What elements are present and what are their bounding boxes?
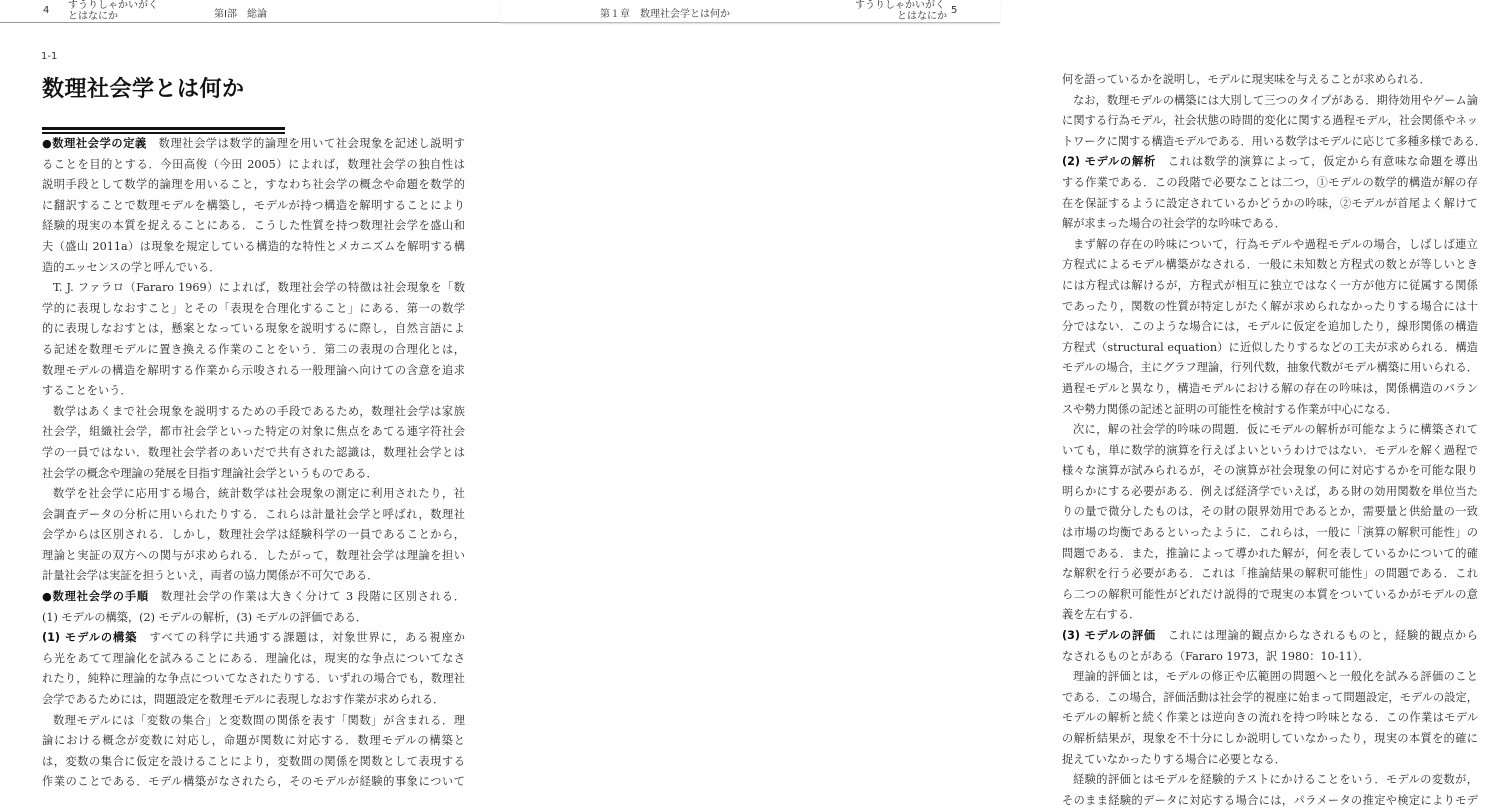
line-text: いても，単に数学的演算を行えばよいというわけではない．モデルを解く過程で [1062,443,1478,457]
right-running-header [500,0,1000,23]
text-line [1062,338,1478,359]
text-line [1062,276,1478,297]
text-line [42,278,465,299]
line-text: 数理モデルには「変数の集合」と変数間の関係を表す「関数」が含まれる．理 [53,713,465,727]
text-line [1062,297,1478,318]
heading-line [42,587,465,608]
line-text: 分ではない．このような場合には，モデルに仮定を追加したり，線形関係の構造 [1062,320,1478,334]
text-line [1062,791,1478,811]
line-text: ら光をあてて理論化を試みることにある．理論化は，現実的な争点についてなさ [42,651,465,665]
text-line [42,299,465,320]
section-number: 1-1 [41,51,58,62]
text-line [1062,358,1478,379]
text-line [1062,564,1478,585]
right-kana-title [855,0,947,22]
line-text: これには理論的観点からなされるものと，経験的観点から [1155,629,1478,643]
text-line [42,690,465,711]
line-text: そのまま経験的データに対応する場合には，パラメータの推定や検定によりモデ [1062,793,1478,807]
kana-line-1: すうりしゃかいがく [68,0,158,11]
line-text: 会学であるためには，問題設定を数理モデルに表現しなおす作業が求められる． [42,693,445,707]
line-text: 方程式（structural equation）に近似したりするなどの工夫が求められる．構造 [1062,340,1478,354]
line-text: 会学からは区別される．しかし，数理社会学は経験科学の一員であることから， [42,528,465,542]
text-line [42,319,465,340]
text-line [42,258,465,279]
inline-heading: (3) モデルの評価 [1062,629,1156,643]
text-line [1062,770,1478,791]
inline-heading: (2) モデルの解析 [1062,155,1156,169]
text-line [1062,420,1478,441]
text-line [42,669,465,690]
text-line [1062,214,1478,235]
line-text: 社会学，組織社会学，都市社会学といった特定の対象に焦点をあてる連字符社会 [42,425,465,439]
text-line [1062,379,1478,400]
line-text: 過程モデルと異なり，構造モデルにおける解の存在の吟味は，関係構造のバラン [1062,381,1478,395]
text-line [42,484,465,505]
line-text: これは数学的演算によって，仮定から有意味な命題を導出 [1155,155,1478,169]
page-title: 数理社会学とは何か [42,77,245,102]
text-line [42,155,465,176]
kana-line-2: とはなにか [68,11,118,22]
line-text: する作業である．この段階で必要なことは二つ，①モデルの数学的構造が解の存 [1062,175,1478,189]
line-text: に関する行為モデル，社会状態の時間的変化に関する過程モデル，社会関係やネッ [1062,114,1478,128]
text-line [1062,647,1478,668]
text-line [1062,605,1478,626]
line-text: 計量社会学は実証を担うといえ，両者の協力関係が不可欠である． [42,569,379,583]
line-text: 的に表現しなおすとは，懸案となっている現象を説明するに際し，自然言語によ [42,322,465,336]
text-line [42,772,465,793]
text-line [1062,688,1478,709]
text-line [1062,482,1478,503]
text-line [42,525,465,546]
chapter-label: 第１章 数理社会学とは何か [600,9,730,20]
line-text: 理論と実証の双方への関与が求められる．したがって，数理社会学は理論を担い [42,548,465,562]
text-line [1062,91,1478,112]
line-text: 作業のことである．モデル構築がなされたら，そのモデルが経験的事象について [42,775,465,789]
text-line [1062,70,1478,91]
line-text: 明らかにする必要がある．例えば経済学でいえば，ある財の効用関数を単位当た [1062,484,1478,498]
line-text: に翻訳することで数理モデルを構築し，モデルが持つ構造を解明することにより [42,198,465,212]
line-text: 在を保証するように設定されているかどうかの吟味，②モデルが首尾よく解けて [1062,196,1478,210]
text-line [1062,132,1486,153]
line-text: (1) モデルの構築，(2) モデルの解析，(3) モデルの評価である． [42,610,368,624]
title-double-rule [42,127,285,134]
inline-heading: (1) モデルの構築 [42,631,138,645]
line-text: 義を左右する． [1062,608,1141,622]
text-line [1062,729,1478,750]
line-text: ら二つの解釈可能性がどれだけ説得的で現実の本質をついているかがモデルの意 [1062,587,1478,601]
line-text: まず解の存在の吟味について，行為モデルや過程モデルの場合，しばしば連立 [1073,237,1478,251]
text-line [1062,400,1478,421]
text-line [42,546,465,567]
line-text: スや勢力関係の記述と証明の可能性を検討する作業が中心になる． [1062,402,1398,416]
text-line [1062,111,1478,132]
line-text: りの量で微分したものは，その財の限界効用であるとか，需要量と供給量の一致 [1062,505,1478,519]
right-page-number: 5 [951,5,958,16]
line-text: であったり，関数の性質が特定しがたく解が求められなかったりする場合には十 [1062,299,1478,313]
text-line [1062,441,1478,462]
text-line [42,216,465,237]
text-line [1062,708,1478,729]
line-text: 数理モデルの構造を解明する作業から示唆される一般理論へ向けての含意を追求 [42,363,465,377]
text-line [1062,461,1478,482]
text-line [42,711,465,732]
line-text: 数学はあくまで社会現象を説明するための手段であるため，数理社会学は家族 [53,404,465,418]
line-text: なされるものとがある（Fararo 1973，訳 1980：10-11）． [1062,649,1370,663]
line-text: ることを目的とする．今田高俊（今田 2005）によれば，数理社会学の独自性は [42,157,465,171]
text-line [1062,585,1478,606]
text-line [42,505,465,526]
line-text: 夫（盛山 2011a）は現象を規定している構造的な特性とメカニズムを解明する構 [42,239,465,253]
line-text: モデルの場合，主にグラフ理論，行列代数，抽象代数がモデル構築に用いられる． [1062,361,1478,375]
text-line [42,422,465,443]
line-text: 社会学の概念や理論の発展を目指す理論社会学というものである． [42,466,378,480]
heading-line [1062,626,1478,647]
text-line [42,649,465,670]
line-text: れたり，純粋に理論的な争点についてなされたりする．いずれの場合でも，数理社 [42,672,465,686]
line-text: 何を語っているかを説明し，モデルに現実味を与えることが求められる． [1062,73,1431,86]
line-text: は，変数の集合に仮定を設けることにより，変数間の関係を関数として表現する [42,754,465,768]
line-text: 方程式によるモデル構築がなされる．一般に未知数と方程式の数とが等しいとき [1062,258,1478,272]
left-page [0,0,500,789]
left-kana-title [68,0,158,22]
line-text: 数理社会学は数学的論理を用いて社会現象を記述し説明す [146,137,465,150]
text-line [1062,523,1478,544]
left-page-number: 4 [43,5,50,16]
line-text: である．この場合，評価活動は社会学的視座に始まって問題設定，モデルの設定， [1062,690,1478,704]
line-text: 学的に表現しなおすこと」とその「表現を合理化すること」にある．第一の数学 [42,301,465,315]
right-page [500,0,1486,807]
line-text: なお，数理モデルの構築には大別して三つのタイプがある．期待効用やゲーム論 [1073,93,1478,107]
text-line [42,608,465,629]
line-text: 数理社会学の作業は大きく分けて 3 段階に区別される． [148,590,466,604]
kana-line-2: とはなにか [897,11,947,22]
line-text: 捉えていなかったりする場合に必要となる． [1062,752,1286,766]
text-line [1062,255,1478,276]
inline-heading: ●数理社会学の定義 [42,137,147,150]
kana-line-1: すうりしゃかいがく [855,0,945,11]
text-line [42,196,465,217]
text-line [42,443,465,464]
text-line [42,340,465,361]
heading-line [42,628,465,649]
line-text: る記述を数理モデルに置き換える作業のことをいう．第二の表現の合理化とは， [42,342,465,356]
line-text: の解析結果が，現象を不十分にしか説明していなかったり，現実の本質を的確に [1062,732,1478,745]
text-line [1062,750,1478,771]
left-body-text [42,134,465,793]
text-line [1062,317,1478,338]
text-line [1062,235,1478,256]
line-text: 解が求まった場合の社会学的な吟味である． [1062,217,1286,231]
line-text: T. J. ファラロ（Fararo 1969）によれば，数理社会学の特徴は社会現象を「数 [53,281,465,295]
line-text: 経験的評価とはモデルを経験的テストにかけることをいう．モデルの変数が， [1073,773,1478,787]
line-text: 論における概念が変数に対応し，命題が関数に対応する．数理モデルの構築と [42,734,465,748]
text-line [42,381,465,402]
right-body-text [1062,70,1486,811]
line-text: は市場の均衡であるといったように．これらは，一般に「演算の解釈可能性」の [1062,526,1478,540]
heading-line [42,134,465,155]
line-text: 造的エッセンスの学と呼んでいる． [42,260,221,274]
line-text: 経験的現実の本質を捉えることにある．こうした性質を持つ数理社会学を盛山和 [42,219,465,233]
part-label: 第Ⅰ部 総論 [214,9,267,20]
left-running-header [0,0,500,23]
text-line [1062,194,1478,215]
text-line [42,731,465,752]
line-text: には方程式は解けるが，方程式が相互に独立ではなく一方が他方に従属する関係 [1062,278,1478,292]
line-text: することをいう． [42,384,132,398]
text-line [42,402,465,423]
line-text: すべての科学に共通する課題は，対象世界に，ある視座か [137,631,465,645]
text-line [42,752,465,773]
text-line [1062,544,1478,565]
text-line [42,464,465,485]
line-text: モデルの解析と続く作業とは逆向きの流れを持つ吟味となる．この作業はモデル [1062,711,1478,725]
line-text: 学の一員ではない．数理社会学者のあいだで共有された認識は，数理社会学とは [42,445,465,459]
text-line [1062,667,1478,688]
inline-heading: ●数理社会学の手順 [42,590,149,604]
line-text: 数学を社会学に応用する場合，統計数学は社会現象の測定に利用されたり，社 [53,487,465,501]
text-line [1062,173,1478,194]
line-text: 問題である．また，推論によって導かれた解が，何を表しているかについて的確 [1062,546,1478,560]
line-text: トワークに関する構造モデルである．用いる数学はモデルに応じて多種多様である． [1062,134,1486,148]
text-line [42,361,465,382]
line-text: 次に，解の社会学的吟味の問題．仮にモデルの解析が可能なように構築されて [1073,423,1478,437]
line-text: 会調査データの分析に用いられたりする．これらは計量社会学と呼ばれ，数理社 [42,507,465,521]
line-text: 様々な演算が試みられるが，その演算が社会現象の何に対応するかを可能な限り [1062,464,1478,478]
text-line [1062,502,1478,523]
text-line [42,175,465,196]
text-line [42,566,465,587]
line-text: 説明手段として数学的論理を用いること，すなわち社会学の概念や命題を数学的 [42,178,465,192]
text-line [42,237,465,258]
line-text: 理論的評価とは，モデルの修正や広範囲の問題へと一般化を試みる評価のこと [1073,670,1478,684]
heading-line [1062,152,1478,173]
line-text: な解釈を行う必要がある．これは「推論結果の解釈可能性」の問題である．これ [1062,567,1478,581]
